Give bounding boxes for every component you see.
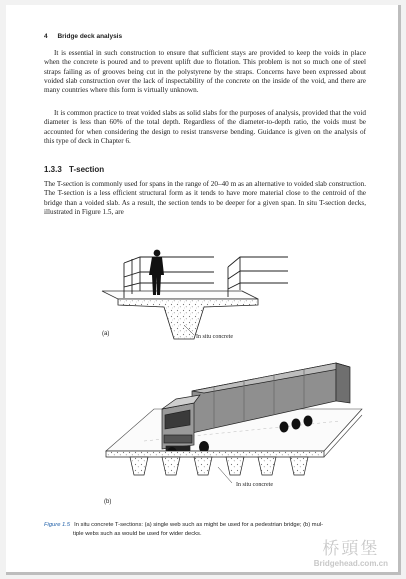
watermark-latin: Bridgehead.com.cn	[313, 559, 388, 568]
deck-top-surface	[102, 291, 258, 299]
multi-web-t-section-drawing	[44, 349, 366, 511]
caption-line-2: tiple webs such as would be used for wider decks.	[73, 530, 202, 537]
caption-figure-number: Figure 1.5	[44, 522, 71, 528]
paragraph-t-section: The T-section is commonly used for spans in the range of 20–40 m as an alternative to voided slab construction. The T-section is a less efficient structural form as it tends to have more material close to the centroid of the bridge than a voided slab. As a result, the section tends to be deeper for a given span. In situ T-section decks, illustrated in Figure 1.5, are	[44, 180, 366, 216]
pedestrian-figure	[149, 250, 164, 295]
t-section-face	[118, 299, 258, 339]
panel-b-label: (b)	[104, 499, 112, 505]
panel-b-callout: In situ concrete	[236, 482, 273, 488]
section-title: T-section	[69, 165, 105, 174]
watermark-chinese: 桥頭堡	[322, 539, 380, 559]
figure-panel-b	[44, 349, 366, 511]
paragraph-voids-stays: It is essential in such construction to ensure that sufficient stays are provided to keep the voids in place when the concrete is poured and to prevent uplift due to flotation. This problem is not so much one of steel straps failing as of grooves being cut in the polystyrene by the straps. Concerns have been expressed about voided slab construction over the lack of inspectability of the concrete on the inside of the void, and there are many countries where this form is virtually unknown.	[44, 49, 366, 95]
panel-a-label: (a)	[102, 331, 110, 337]
caption-line-1: In situ concrete T-sections: (a) single web such as might be used for a pedestrian bridge; (b) mul-	[74, 522, 324, 528]
section-heading	[44, 165, 104, 174]
figure-panel-a	[44, 243, 366, 353]
paragraph-voided-analysis: It is common practice to treat voided slabs as solid slabs for the purposes of analysis, provided that the void diameter is less than 60% of the total depth. Regardless of the diameter-to-depth ratio, the voids must be accounted for when considering the design to resist transverse bending. Guidance is given on the analysis of this type of deck in Chapter 6.	[44, 109, 366, 145]
panel-a-callout: In situ concrete	[196, 334, 233, 340]
running-header	[44, 33, 122, 40]
book-page	[6, 5, 401, 575]
page-number: 4	[44, 33, 48, 40]
running-title: Bridge deck analysis	[57, 33, 123, 40]
watermark-logo	[314, 534, 388, 568]
section-number: 1.3.3	[44, 165, 62, 174]
truck-cab	[162, 395, 200, 451]
